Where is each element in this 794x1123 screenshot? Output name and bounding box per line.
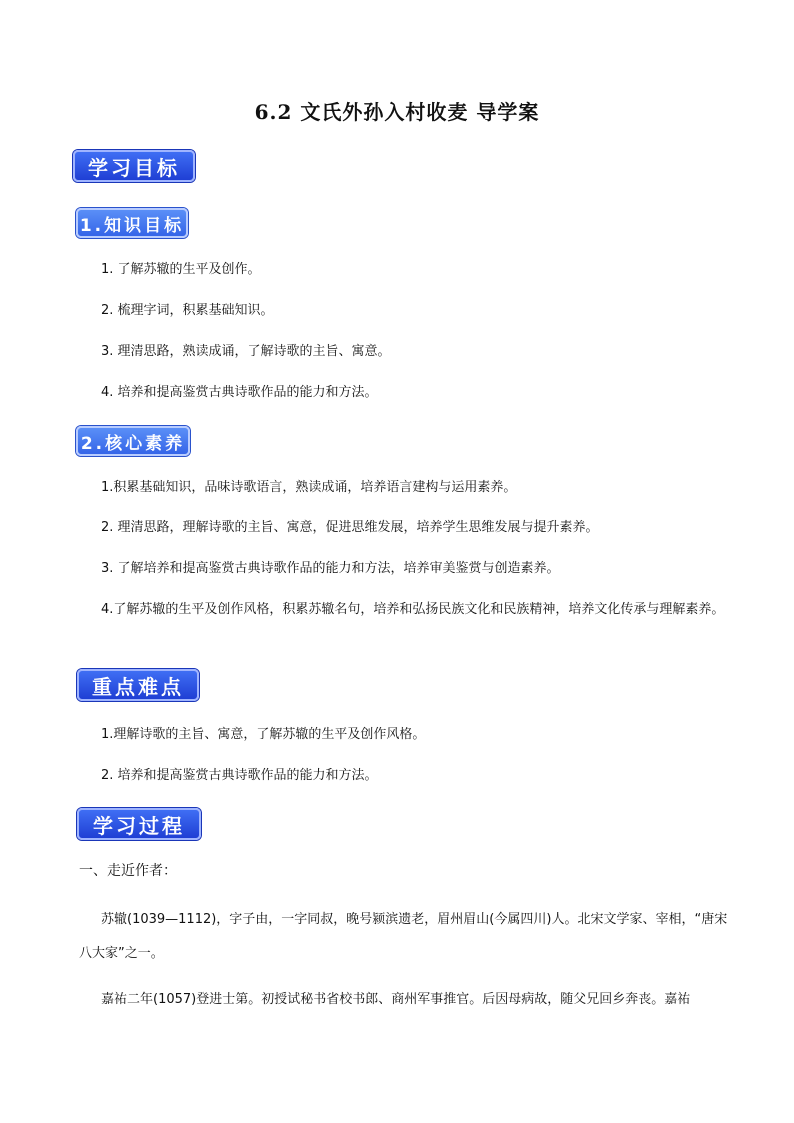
core-item: 1.积累基础知识，品味诗歌语言，熟读成诵，培养语言建构与运用素养。	[101, 480, 517, 495]
knowledge-item: 2. 梳理字词，积累基础知识。	[101, 303, 274, 318]
section-banner-knowledge: 1.知识目标	[76, 208, 188, 238]
core-item: 2. 理清思路，理解诗歌的主旨、寓意，促进思维发展，培养学生思维发展与提升素养。	[101, 520, 599, 535]
author-paragraph: 苏辙(1039—1112)，字子由，一字同叔，晚号颍滨遗老，眉州眉山(今属四川)人。北宋文学家、宰相，“唐宋八大家”之一。	[79, 912, 728, 961]
section-banner-process: 学习过程	[77, 808, 201, 840]
process-heading: 一、走近作者：	[79, 863, 177, 879]
knowledge-item: 3. 理清思路，熟读成诵，了解诗歌的主旨、寓意。	[101, 344, 391, 359]
knowledge-item: 1. 了解苏辙的生平及创作。	[101, 262, 261, 277]
page-title: 6.2 文氏外孙入村收麦 导学案	[254, 100, 540, 124]
author-paragraph: 嘉祐二年(1057)登进士第。初授试秘书省校书郎、商州军事推官。后因母病故，随父兄回乡奔丧。嘉祐	[101, 992, 691, 1007]
key-item: 1.理解诗歌的主旨、寓意，了解苏辙的生平及创作风格。	[101, 727, 426, 742]
section-banner-core: 2.核心素养	[76, 426, 190, 456]
knowledge-item: 4. 培养和提高鉴赏古典诗歌作品的能力和方法。	[101, 385, 378, 400]
key-item: 2. 培养和提高鉴赏古典诗歌作品的能力和方法。	[101, 768, 378, 783]
section-banner-key: 重点难点	[77, 669, 199, 701]
section-banner-goals: 学习目标	[73, 150, 195, 182]
core-item: 3. 了解培养和提高鉴赏古典诗歌作品的能力和方法，培养审美鉴赏与创造素养。	[101, 561, 560, 576]
core-item: 4.了解苏辙的生平及创作风格，积累苏辙名句，培养和弘扬民族文化和民族精神，培养文化传承与理解素养。	[101, 602, 725, 617]
